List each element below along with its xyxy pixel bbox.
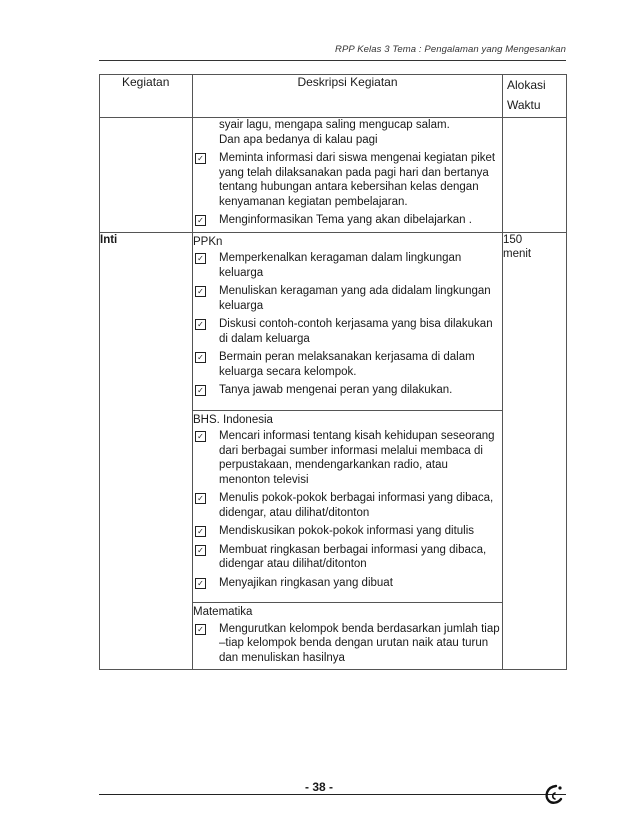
- checkbox-icon: ✓: [195, 286, 206, 297]
- item-text: Mendiskusikan pokok-pokok informasi yang ditulis: [219, 525, 475, 537]
- alokasi-label-line1: Alokasi: [507, 78, 546, 92]
- deskripsi-cell-continued: [193, 118, 503, 233]
- checkbox-icon: ✓: [195, 526, 206, 537]
- continued-line: syair lagu, mengapa saling mengucap salam.: [219, 119, 450, 131]
- document-header-title: RPP Kelas 3 Tema : Pengalaman yang Mengesankan: [335, 44, 566, 55]
- checkbox-icon: ✓: [195, 624, 206, 635]
- table-row-continued: [100, 118, 567, 233]
- item-text: Meminta informasi dari siswa mengenai kegiatan piket yang telah dilaksanakan pada pagi hari dan bertanya tentang hubungan antara kebersihan kelas dengan kenyamanan kegiatan pembelajaran.: [219, 152, 496, 208]
- checkbox-icon: ✓: [195, 493, 206, 504]
- footer-divider: [99, 794, 566, 795]
- checkbox-icon: ✓: [195, 153, 206, 164]
- checkbox-icon: ✓: [195, 545, 206, 556]
- subject-matematika: Matematika: [193, 606, 253, 618]
- alokasi-label-line2: Waktu: [507, 98, 541, 112]
- list-item: [193, 429, 502, 487]
- item-text: Bermain peran melaksanakan kerjasama di dalam keluarga secara kelompok.: [219, 351, 475, 378]
- item-text: Mencari informasi tentang kisah kehidupan seseorang dari berbagai sumber informasi melalui membaca di perpustakaan, mendengarkankan radio, atau menonton televisi: [219, 430, 495, 486]
- item-text: Menulis pokok-pokok berbagai informasi yang dibaca, didengar, atau dilihat/ditonton: [219, 492, 494, 519]
- checkbox-icon: ✓: [195, 253, 206, 264]
- ppkn-item-list: [193, 251, 502, 398]
- item-text: Membuat ringkasan berbagai informasi yang dibaca, didengar atau dilihat/ditonton: [219, 543, 487, 570]
- item-text: Menginformasikan Tema yang akan dibelajarkan .: [219, 214, 472, 226]
- publisher-logo-icon: [541, 782, 565, 806]
- alokasi-inti: [503, 232, 567, 670]
- deskripsi-matematika: [193, 603, 503, 670]
- alokasi-unit: menit: [503, 248, 532, 260]
- column-header-alokasi: [503, 75, 567, 118]
- list-item: [193, 251, 502, 280]
- list-item: [193, 622, 502, 666]
- deskripsi-ppkn: [193, 232, 503, 410]
- continued-text: [193, 118, 502, 147]
- checkbox-icon: ✓: [195, 319, 206, 330]
- bhs-item-list: [193, 429, 502, 590]
- header-divider: [99, 60, 566, 61]
- list-item: [193, 491, 502, 520]
- checkbox-icon: ✓: [195, 352, 206, 363]
- column-header-kegiatan: Kegiatan: [100, 75, 193, 118]
- list-item: [193, 151, 502, 209]
- continued-line: Dan apa bedanya di kalau pagi: [219, 133, 378, 146]
- list-item: [193, 524, 502, 539]
- alokasi-cell-empty: [503, 118, 567, 233]
- item-text: Memperkenalkan keragaman dalam lingkungan keluarga: [219, 252, 462, 279]
- list-item: [193, 213, 502, 228]
- item-text: Mengurutkan kelompok benda berdasarkan jumlah tiap –tiap kelompok benda dengan urutan naik atau turun dan menuliskan hasilnya: [219, 622, 500, 664]
- kegiatan-inti: Inti: [100, 232, 193, 670]
- list-item: [193, 383, 502, 398]
- lesson-activity-table: [99, 74, 567, 670]
- checkbox-icon: ✓: [195, 431, 206, 442]
- continued-item-list: [193, 151, 502, 228]
- item-text: Menyajikan ringkasan yang dibuat: [219, 576, 393, 589]
- list-item: [193, 576, 502, 591]
- alokasi-value: 150: [503, 233, 523, 246]
- list-item: [193, 350, 502, 379]
- subject-ppkn: PPKn: [193, 235, 223, 248]
- deskripsi-bhs-indonesia: [193, 410, 503, 603]
- table-row-inti-ppkn: [100, 232, 567, 410]
- checkbox-icon: ✓: [195, 385, 206, 396]
- item-text: Diskusi contoh-contoh kerjasama yang bisa dilakukan di dalam keluarga: [219, 318, 493, 345]
- list-item: [193, 317, 502, 346]
- table-header-row: [100, 75, 567, 118]
- subject-bhs-indonesia: BHS. Indonesia: [193, 413, 273, 426]
- item-text: Tanya jawab mengenai peran yang dilakukan.: [219, 384, 453, 396]
- checkbox-icon: ✓: [195, 578, 206, 589]
- checkbox-icon: ✓: [195, 215, 206, 226]
- item-text: Menuliskan keragaman yang ada didalam lingkungan keluarga: [219, 285, 491, 312]
- column-header-deskripsi: Deskripsi Kegiatan: [193, 75, 503, 118]
- list-item: [193, 284, 502, 313]
- list-item: [193, 543, 502, 572]
- kegiatan-cell-empty: [100, 118, 193, 233]
- page-number: - 38 -: [299, 780, 339, 794]
- matematika-item-list: [193, 622, 502, 666]
